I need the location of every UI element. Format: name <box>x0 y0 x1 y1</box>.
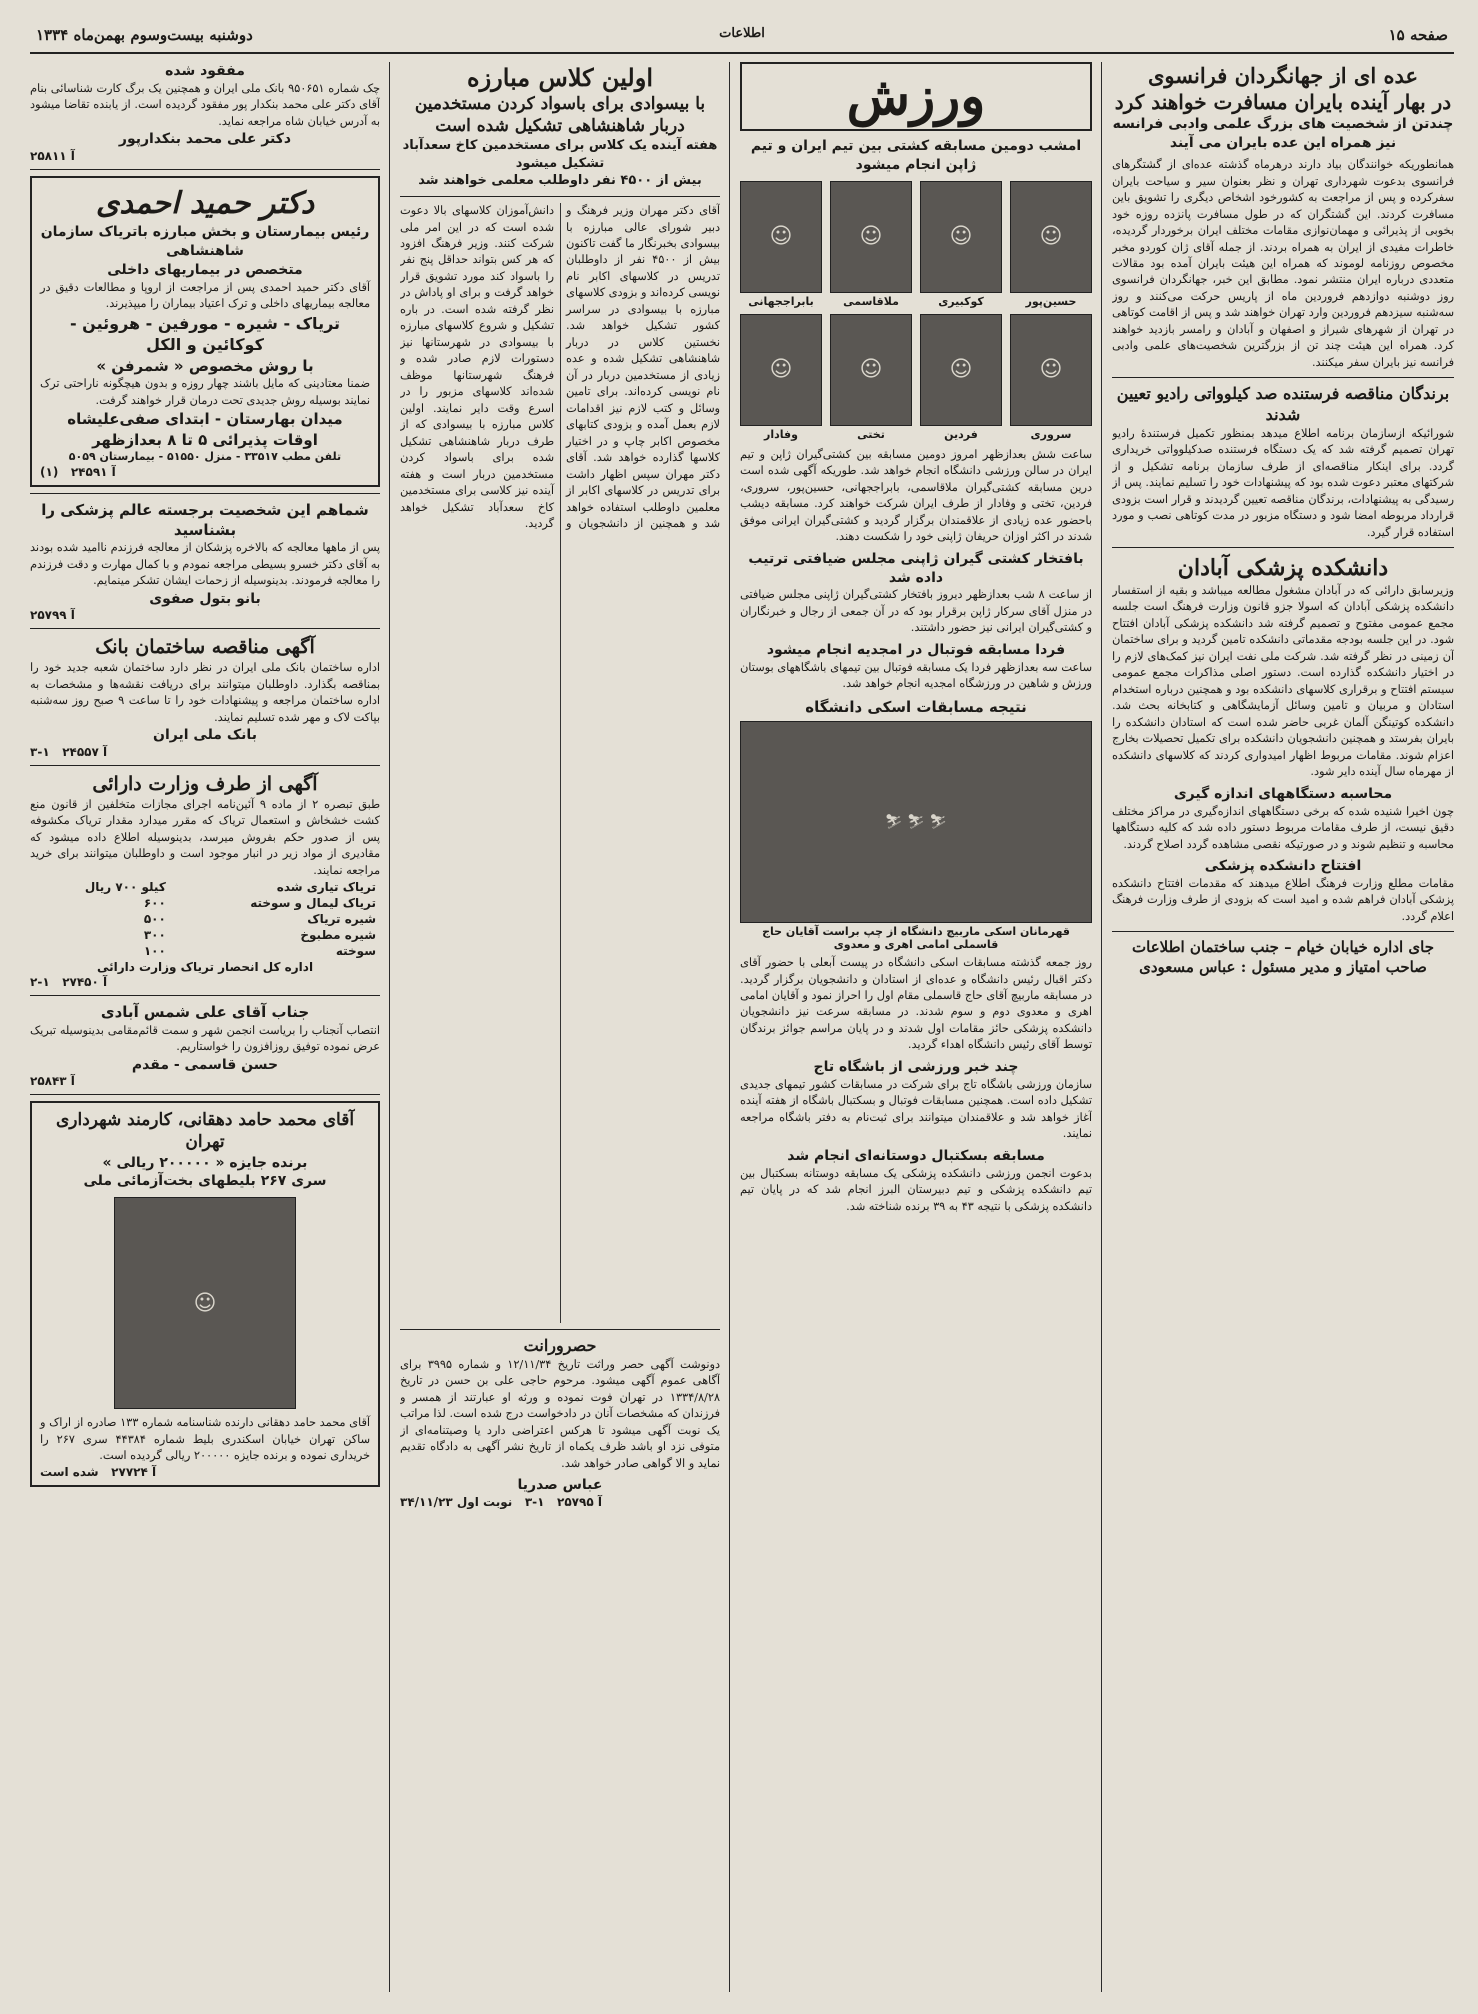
sports-masthead-title: ورزش <box>846 66 986 127</box>
column-1 <box>1112 62 1454 1992</box>
lottery-series: سری ۲۶۷ بلیطهای بخت‌آزمائی ملی <box>83 1173 327 1190</box>
inheritance-notice-ref <box>400 1495 720 1509</box>
wrestler-caption: وفادار <box>764 427 798 441</box>
item-price: ۶۰۰ <box>143 896 166 911</box>
taj-club-headline: چند خبر ورزشی از باشگاه تاج <box>813 1058 1019 1075</box>
wrestler-caption: بابراججهانی <box>748 294 814 308</box>
bank-tender-signature: بانک ملی ایران <box>153 727 257 744</box>
column-rule <box>729 62 730 1992</box>
inheritance-notice-body: دونوشت آگهی حصر وراثت تاریخ ۱۲/۱۱/۳۴ و شماره ۳۹۹۵ برای آگاهی عموم آگهی میشود. مرحوم حاجی علی بن حسن در تاریخ ۱۳۳۴/۸/۲۸ در تهران فوت نموده و ورثه او عبارتند از همسر و فرزندان که مشخصات آنان در دادخواست درج شده است. لذا مراتب یک نوبت آگهی میشود تا هرکس اعتراضی دارد یا وصیتنامه‌ای از متوفی نزد او باشد ظرف یکماه از تاریخ نشر آگهی به دادگاه تقدیم نماید و الا گواهی صادر خواهد شد. <box>400 1357 720 1470</box>
thanks-body: پس از ماهها معالجه که بالاخره پزشکان از معالجه فرزندم ناامید شده بودند به آقای دکتر خسرو بسیطی مراجعه نمودم و با کمال مهارت و دقت فرزندم را معالجه فرمودند. بدینوسیله از زحمات ایشان تشکر مینمایم. <box>30 541 380 588</box>
item-price: ۳۰۰ <box>143 928 166 943</box>
bank-tender-body: اداره ساختمان بانک ملی ایران در نظر دارد ساختمان شعبه جدید خود را بمناقصه بگذارد. داوطلبان میتوانند برای دریافت نقشه‌ها و مشخصات به اداره ساختمان مراجعه و پیشنهادات خود را تا ساعت ۹ صبح روز سه‌شنبه بپاکت لاک و مهر شده تسلیم نمایند. <box>30 661 380 724</box>
wrestler-photo <box>830 181 912 308</box>
banquet-headline: بافتخار کشتی گیران ژاپنی مجلس ضیافتی ترتیب داده شد <box>748 550 1084 586</box>
opening-body: مقامات مطلع وزارت فرهنگ اطلاع میدهند که مقدمات افتتاح دانشکده پزشکی آبادان فراهم شده و امید است که بزودی از طرف وزارت فرهنگ اعلام گردد. <box>1112 877 1454 923</box>
portrait-icon: ☺ <box>920 314 1002 426</box>
list-item <box>30 911 380 927</box>
medical-school-body: وزیرسابق دارائی که در آبادان مشغول مطالعه میباشد و بقیه از استفسار دانشکده پزشکی آبادان که اسولا جزو قانون وزارت فرهنگ است جلسه مجمع عمومی مفتوح و تصمیم گرفته شد دانشکده پزشکی آبادان افتتاح شود. در این جلسه بودجه مقدماتی دانشکده تامین گردید و برای ساختمان آن زمینی در نظر گرفته شد. شرکت ملی نفت ایران نیز کمک‌های لازم را در اختیار دانشکده گذارده است. دستور اصلی مذاکرات مجمع عمومی سیستم افتتاح و برقراری کلاسهای دانشکده بود و همچنین درباره استخدام استادان و مربیان و تامین وسائل آزمایشگاهی و کتابخانه بحث شد. دانشکده کوتینگن آلمان غربی حاضر شده است که استادان دانشکده را بایران بفرستد و همچنین دانشجویان دانشکده برای تکمیل تحصیلات بخارج اعزام شوند. مقامات مربوط اظهار امیدواری کردند که کلاسهای دانشکده از مهرماه سال آینده دایر شود. <box>1112 583 1454 779</box>
wrestler-caption: کوکبیری <box>938 294 984 308</box>
thanks-title: شماهم این شخصیت برجسته عالم پزشکی را بشناسید <box>41 500 369 539</box>
portrait-icon: ☺ <box>1010 181 1092 293</box>
basketball-body: بدعوت انجمن ورزشی دانشکده پزشکی یک مسابقه دوستانه بسکتبال بین تیم دانشکده پزشکی و تیم دبیرستان البرز انجام شد که در پایان تیم دانشکده پزشکی با نتیجه ۴۳ به ۳۹ برنده شناخته شد. <box>740 1166 1092 1213</box>
wrestler-caption: تختی <box>857 427 885 441</box>
literacy-subheadline-3: بیش از ۴۵۰۰ نفر داوطلب معلمی خواهند شد <box>418 173 702 189</box>
lottery-winner-ad <box>30 1101 380 1486</box>
wrestler-caption: ملاقاسمی <box>843 294 899 308</box>
wrestler-photo <box>740 314 822 441</box>
ref-note: شده است <box>40 1464 99 1479</box>
ref-code: آ ۲۵۷۹۵ <box>557 1495 602 1510</box>
column-3 <box>400 62 720 1992</box>
ref-code: آ ۲۷۷۲۴ <box>111 1464 157 1479</box>
divider <box>1112 931 1454 932</box>
sports-masthead <box>740 62 1092 131</box>
lottery-prize: برنده جایزه « ۲۰۰۰۰۰ ریالی » <box>102 1154 308 1171</box>
finance-price-list <box>30 879 380 959</box>
finance-notice-footer: اداره کل انحصار تریاک وزارت دارائی <box>96 960 314 975</box>
publisher-owner: صاحب امتیاز و مدیر مسئول : عباس مسعودی <box>1139 957 1427 976</box>
ref-number: ۱-۳ <box>30 744 50 759</box>
ref-code: آ ۲۴۵۹۱ <box>70 464 116 479</box>
publisher-address: جای اداره خیابان خیام – جنب ساختمان اطلاعات <box>1132 938 1434 957</box>
doctor-ad-ref <box>40 465 370 479</box>
ref-date: نوبت اول ۳۴/۱۱/۲۳ <box>400 1495 513 1510</box>
ski-photo-caption: قهرمانان اسکی ماربیچ دانشگاه از چپ براست آقایان حاج قاسملی امامی اهری و معدوی <box>762 925 1070 952</box>
opening-subhead: افتتاح دانشکده پزشکی <box>1204 858 1362 875</box>
column-rule <box>1101 62 1102 1992</box>
congrats-notice <box>30 1002 380 1088</box>
ref-code: آ ۲۷۴۵۰ <box>62 975 108 990</box>
lost-notice-signature: دکتر علی محمد بنکدارپور <box>118 131 292 148</box>
congrats-body: انتصاب آنجناب را بریاست انجمن شهر و سمت قائم‌مقامی بدینوسیله تبریک عرض نموده توفیق روزافزون را خواستاریم. <box>30 1023 380 1054</box>
list-item <box>30 927 380 943</box>
divider <box>30 765 380 766</box>
doctor-ad-body-2: ضمنا معتادینی که مایل باشند چهار روزه و بدون هیچگونه ناراحتی ترک نمایند بوسیله روش جدیدی تحت درمان قرار خواهند گرفت. <box>40 377 370 407</box>
literacy-subheadline-2: هفته آینده یک کلاس برای مستخدمین کاخ سعدآباد تشکیل میشود <box>402 138 718 171</box>
doctor-address: میدان بهارستان - ابتدای صفی‌علیشاه <box>67 410 343 429</box>
list-item <box>30 895 380 911</box>
bank-tender <box>30 635 380 759</box>
wrestler-caption: سروری <box>1030 427 1072 441</box>
literacy-body: آقای دکتر مهران وزیر فرهنگ و دبیر شورای عالی مبارزه با بیسوادی بخبرنگار ما گفت تاکنون بیش از ۴۵۰۰ نفر از داوطلبان تدریس در کلاسهای اکابر نام نویسی کرده‌اند و بزودی کلاسهای مبارزه با بیسوادی در سراسر کشور تشکیل خواهد شد. نخستین کلاس در دربار شاهنشاهی تشکیل شده و عده زیادی از مستخدمین دربار در آن نام نویسی کرده‌اند. برای تامین وسائل و کتب لازم نیز اقدامات لازم بعمل آمده و بزودی کتابهای مخصوص اکابر چاپ و در اختیار کلاسها گذارده خواهد شد. آقای دکتر مهران سپس اظهار داشت برای تدریس در کلاسهای اکابر از معلمین داوطلب استفاده خواهد شد و همچنین از دانشجویان و دانش‌آموزان کلاسهای بالا دعوت شده است که در این امر ملی شرکت کنند. وزیر فرهنگ افزود که هر کس بتواند حداقل پنج نفر را باسواد کند مورد تشویق قرار خواهد گرفت و برای او پاداش در نظر گرفته شده است. در باره تشکیل و شروع کلاسهای مبارزه با بیسوادی در شهرستانها نیز دستورات لازم صادر شده و فرهنگ شهرستانها موظف شده‌اند کلاسهای مزبور را در اسرع وقت دایر نمایند. اولین کلاس مبارزه با بیسوادی که از طرف دربار شاهنشاهی تشکیل شده برای باسواد کردن مستخدمین دربار است و هفته آینده نیز کلاسی برای مستخدمین کاخ سعدآباد تشکیل خواهد گردید. <box>400 204 720 531</box>
ref-number: (۱) <box>40 464 59 479</box>
doctor-method: با روش مخصوص « شمرفن » <box>96 357 314 376</box>
portrait-icon: ☺ <box>740 181 822 293</box>
item-name: شیره تریاک <box>307 912 376 927</box>
lost-notice-title: مفقود شده <box>165 63 245 79</box>
tourists-subheadline: چندتن از شخصیت های بزرگ علمی وادبی فرانسه نیز همراه این عده بایران می آیند <box>1112 116 1454 152</box>
banquet-body: از ساعت ۸ شب بعدازظهر دیروز بافتخار کشتی‌گیران ژاپنی مجلس ضیافتی در منزل آقای سرکار ژاپن برقرار بود که در آن جمعی از رجال و خبرنگاران و کشتی‌گیران ایرانی نیز حضور داشتند. <box>740 588 1092 635</box>
wrestler-photo <box>920 314 1002 441</box>
doctor-ad-body: آقای دکتر حمید احمدی پس از مراجعت از اروپا و مطالعات دقیق در معالجه بیماریهای داخلی و ترک اعتیاد بیماران را میپذیرند. <box>40 280 370 311</box>
divider <box>30 169 380 170</box>
doctor-addictions: تریاک - شیره - مورفین - هروئین - کوکائین و الکل <box>69 313 341 355</box>
portrait-icon: ☺ <box>740 314 822 426</box>
doctor-name: دکتر حمید احمدی <box>95 186 315 222</box>
measuring-devices-body: چون اخیرا شنیده شده که برخی دستگاههای اندازه‌گیری در مراکز مختلف دقیق نیست، از طرف مقامات مربوط دستور داده شد که کلیه دستگاهها محاسبه و تنظیم شوند و در صورتیکه نقصی مشاهده گردد اصلاح گردند. <box>1112 804 1454 851</box>
divider <box>30 493 380 494</box>
item-price: کیلو ۷۰۰ ریال <box>84 880 166 895</box>
taj-club-body: سازمان ورزشی باشگاه تاج برای شرکت در مسابقات کشور تیمهای جدیدی تشکیل داده است. همچنین مسابقات فوتبال و بسکتبال باشگاه از هفته آینده آغاز خواهد شد و علاقمندان میتوانند برای ثبت‌نام به دفتر باشگاه مراجعه نمایند. <box>740 1077 1092 1141</box>
measuring-devices-subhead: محاسبه دستگاههای اندازه گیری <box>1173 785 1393 802</box>
finance-notice-ref <box>30 975 380 989</box>
thanks-ref: آ ۲۵۷۹۹ <box>30 608 75 623</box>
lottery-ref <box>40 1465 370 1479</box>
wrestler-caption: فردین <box>944 427 978 441</box>
divider <box>1112 377 1454 378</box>
portrait-icon: ☺ <box>830 181 912 293</box>
wrestling-body: ساعت شش بعدازظهر امروز دومین مسابقه بین کشتی‌گیران ژاپن و تیم ایران در سالن ورزشی دانشگاه انجام خواهد شد. طوریکه آگهی شده است درین مسابقه کشتی‌گیران ملاقاسمی، بابراججهانی، حسین‌پور، سروری، فردین، تختی و وفادار از طرف ایران شرکت خواهند کرد. مسابقه دیشب باحضور عده زیادی از علاقمندان برگزار گردید و کشتی‌گیران ایرانی موفق شدند در اکثر اوزان حریفان ژاپنی خود را شکست دهند. <box>740 447 1092 544</box>
wrestlers-photos-row2 <box>740 314 1092 441</box>
wrestler-photo <box>1010 181 1092 308</box>
wrestler-caption: حسین‌پور <box>1025 294 1077 308</box>
lottery-winner-name: آقای محمد حامد دهقانی، کارمند شهرداری تهران <box>55 1110 355 1153</box>
winner-portrait-icon: ☺ <box>114 1197 296 1409</box>
congrats-title: جناب آقای علی شمس آبادی <box>100 1003 310 1022</box>
congrats-signature: حسن قاسمی - مقدم <box>131 1056 279 1073</box>
item-price: ۵۰۰ <box>143 912 166 927</box>
item-price: ۱۰۰ <box>143 944 166 959</box>
finance-notice-title: آگهی از طرف وزارت دارائی <box>92 772 318 795</box>
item-name: تریاک تیاری شده <box>276 880 376 895</box>
radio-headline: برندگان مناقصه فرستنده صد کیلوواتی رادیو تعیین شدند <box>1116 384 1450 425</box>
list-item <box>30 943 380 959</box>
column-4 <box>30 62 380 1992</box>
wrestling-headline: امشب دومین مسابقه کشتی بین تیم ایران و تیم ژاپن انجام میشود <box>750 138 1082 173</box>
portrait-icon: ☺ <box>920 181 1002 293</box>
doctor-ad <box>30 176 380 486</box>
ski-body: روز جمعه گذشته مسابقات اسکی دانشگاه در پیست آبعلی با حضور آقای دکتر اقبال رئیس دانشگاه و عده‌ای از استادان و دانشجویان برگزار گردید. در مسابقه ماربیچ آقای حاج قاسملی مقام اول را احراز نمود و آقایان امامی اهری و معدوی دوم و سوم شدند. در مسابقه سرعت نیز دانشجویان دانشکده پزشکی حائز مقامات اول شدند و در پایان مراسم جوائز برندگان توسط آقای رئیس دانشگاه اهداء گردید. <box>740 956 1092 1052</box>
inheritance-notice-signature: عباس صدریا <box>517 1477 603 1494</box>
finance-notice-body: طبق تبصره ۲ از ماده ۹ آئین‌نامه اجرای مجازات متخلفین از قانون منع کشت خشخاش و استعمال تریاک که مقرر میدارد مقدار تریاک مکشوفه پس از صدور حکم بفروش میرسد، بدینوسیله اطلاع داده میشود که مقادیری از مواد زیر در انبار موجود است و داوطلبان میتوانند برای خرید مراجعه نمایند. <box>30 797 380 877</box>
inheritance-notice-title: حصرورانت <box>523 1336 597 1356</box>
radio-body: شورائیکه ازسازمان برنامه اطلاع میدهد بمنظور تکمیل فرستندهٔ رادیو تهران تصمیم گرفته شد که یک دستگاه فرستنده صدکیلوواتی خریداری گردد. برای اینکار مناقصه‌ای از طرف سازمان برنامه تشکیل و از شرکتهای معتبر دعوت شده بود که پیشنهادات خود را تسلیم نمایند. پس از رسیدگی به پیشنهادات، برندگان مناقصه تعیین گردیدند و قرار است بزودی قرارداد مربوطه امضا شود و دستگاه مزبور در مدت کوتاهی نصب و مورد استفاده قرار گیرد. <box>1112 426 1454 539</box>
portrait-icon: ☺ <box>1010 314 1092 426</box>
item-name: شیره مطبوخ <box>300 928 376 943</box>
column-2 <box>740 62 1092 1992</box>
tourists-headline-2: در بهار آینده بایران مسافرت خواهند کرد <box>1114 90 1452 115</box>
item-name: تریاک لیمال و سوخته <box>250 896 376 911</box>
thanks-notice <box>30 500 380 623</box>
item-name: سوخته <box>335 944 376 959</box>
wrestler-photo <box>920 181 1002 308</box>
column-rule <box>389 62 390 1992</box>
wrestlers-photos-row1 <box>740 181 1092 308</box>
divider <box>30 1094 380 1095</box>
page-number: صفحه ۱۵ <box>1388 26 1448 44</box>
medical-school-headline: دانشکده پزشکی آبادان <box>1177 555 1389 582</box>
list-item <box>30 879 380 895</box>
divider <box>400 196 720 197</box>
ref-number: ۱-۳ <box>524 1495 545 1510</box>
literacy-subheadline: با بیسوادی برای باسواد کردن مستخدمین دربار شاهنشاهی تشکیل شده است <box>414 94 706 137</box>
divider <box>30 628 380 629</box>
doctor-title: رئیس بیمارستان و بخش مبارزه باتریاک سازمان شاهنشاهی <box>40 224 370 260</box>
ref-code: آ ۲۴۵۵۷ <box>62 744 108 759</box>
divider <box>1112 547 1454 548</box>
doctor-phone: تلفن مطب ۳۳۵۱۷ - منزل ۵۱۵۵۰ - بیمارستان ۵۰۵۹ <box>68 449 342 463</box>
literacy-headline: اولین کلاس مبارزه <box>467 63 653 92</box>
newspaper-page <box>30 24 1454 1992</box>
thanks-signature: بانو بتول صفوی <box>149 590 261 607</box>
lottery-body: آقای محمد حامد دهقانی دارنده شناسنامه شماره ۱۳۳ صادره از اراک و ساکن تهران خیابان اسکندری بلیط شماره ۴۴۳۸۴ سری ۲۶۷ را خریداری نموده و برنده جایزه ۲۰۰۰۰۰ ریالی گردیده است. <box>40 1416 370 1463</box>
bank-tender-ref <box>30 745 380 759</box>
doctor-specialty: متخصص در بیماریهای داخلی <box>107 262 303 279</box>
bank-tender-title: آگهی مناقصه ساختمان بانک <box>95 636 315 659</box>
doctor-hours: اوقات پذیرائی ۵ تا ۸ بعدازظهر <box>92 430 318 449</box>
portrait-icon: ☺ <box>830 314 912 426</box>
ski-champions-photo: ⛷ ⛷ ⛷ <box>740 721 1092 923</box>
lost-notice <box>30 62 380 163</box>
football-headline: فردا مسابقه فوتبال در امجدیه انجام میشود <box>766 641 1066 658</box>
divider <box>400 1329 720 1330</box>
ref-number: ۱-۲ <box>30 975 50 990</box>
lost-notice-body: چک شماره ۹۵۰۶۵۱ بانک ملی ایران و همچنین یک برگ کارت شناسائی بنام آقای دکتر علی محمد بنکدار پور مفقود گردیده است. از یابنده تقاضا میشود به آدرس خیابان شاه مراجعه نماید. <box>30 81 380 128</box>
wrestler-photo <box>1010 314 1092 441</box>
tourists-headline: عده ای از جهانگردان فرانسوی <box>1147 63 1419 88</box>
congrats-ref: آ ۲۵۸۴۳ <box>30 1074 75 1089</box>
lost-notice-ref: آ ۲۵۸۱۱ <box>30 149 75 164</box>
ski-headline: نتیجه مسابقات اسکی دانشگاه <box>805 697 1027 716</box>
wrestler-photo <box>740 181 822 308</box>
finance-ministry-notice <box>30 772 380 989</box>
basketball-headline: مسابقه بسکتبال دوستانه‌ای انجام شد <box>787 1147 1045 1164</box>
issue-date: دوشنبه بیست‌وسوم بهمن‌ماه ۱۳۳۴ <box>36 26 253 44</box>
divider <box>30 995 380 996</box>
football-body: ساعت سه بعدازظهر فردا یک مسابقه فوتبال بین تیمهای باشگاههای بوستان ورزش و شاهین در ورزشگاه امجدیه انجام خواهد شد. <box>740 660 1092 691</box>
page-header <box>30 24 1454 54</box>
paper-name: اطلاعات <box>719 26 765 41</box>
wrestler-photo <box>830 314 912 441</box>
tourists-body: همانطوریکه خوانندگان بیاد دارند درهرماه گذشته عده‌ای از گشتگرهای فرانسوی بدعوت شهرداری تهران و نظر بعنوان سیر و سیاحت بایران سفرکرده و پس از مراجعت به کشورخود اشخاص دیگری را تشویق باین مسافرت کردند. این گشتگران که در طول مسافرت پانزده روزه خود بخوبی از پذیرائی و مهمان‌نوازی مقامات مختلف ایران برخوردار گردیده، خاطرات مفیدی از ایران به همراه بردند. از جمله آقای ژان کوردو مخبر مخصوص روزنامه لوموند که همراه این هیئت بایران آمده بود مقالات متعددی درباره ایران منتشر نمود. مطابق این خبر، جهانگردان فرانسوی روز دوشنبه دوازدهم فروردین ماه از پاریس حرکت می‌کنند و روز سه‌شنبه سیزدهم فروردین وارد تهران خواهند شد و پس از اقامت کوتاهی در تهران از شهرهای شیراز و اصفهان و آبادان و رامسر بازدید خواهند کرد. همراه این هیئت چند تن از بزرگترین شخصیت‌های علمی وادبی فرانسه نیز بایران سفر میکنند. <box>1112 158 1454 369</box>
